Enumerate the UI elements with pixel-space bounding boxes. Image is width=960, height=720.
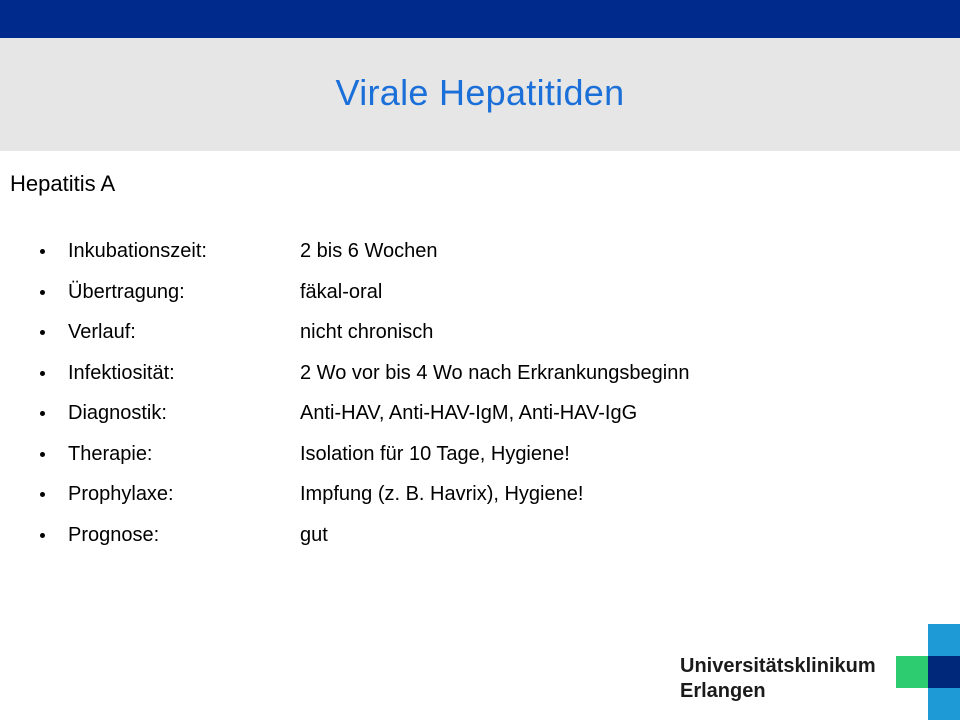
slide-title: Virale Hepatitiden bbox=[335, 72, 625, 113]
item-value: Isolation für 10 Tage, Hygiene! bbox=[300, 442, 570, 465]
item-value: Impfung (z. B. Havrix), Hygiene! bbox=[300, 483, 584, 505]
item-label: Verlauf: bbox=[68, 321, 136, 343]
bullet-icon bbox=[40, 492, 45, 497]
logo-square-light-blue bbox=[928, 624, 960, 656]
bullet-icon bbox=[40, 249, 45, 254]
item-label: Prophylaxe: bbox=[68, 483, 174, 505]
item-value: fäkal-oral bbox=[300, 280, 383, 303]
item-label: Therapie: bbox=[68, 442, 153, 465]
logo-squares-icon bbox=[896, 624, 960, 720]
logo-square-green bbox=[896, 656, 928, 688]
bullet-icon bbox=[40, 411, 45, 416]
logo-square-light-blue-bottom bbox=[928, 688, 960, 720]
logo-line-2: Erlangen bbox=[680, 680, 766, 702]
logo-square-navy bbox=[928, 656, 960, 688]
item-value: Anti-HAV, Anti-HAV-IgM, Anti-HAV-IgG bbox=[300, 402, 638, 424]
bullet-icon bbox=[40, 371, 45, 376]
bullet-icon bbox=[40, 533, 45, 538]
item-value: 2 bis 6 Wochen bbox=[300, 240, 438, 262]
item-label: Prognose: bbox=[68, 523, 160, 546]
logo-line-1: Universitätsklinikum bbox=[680, 655, 876, 677]
institution-logo-text bbox=[680, 654, 876, 704]
item-label: Inkubationszeit: bbox=[68, 240, 207, 262]
item-label: Diagnostik: bbox=[68, 402, 167, 424]
bullet-icon bbox=[40, 290, 45, 295]
item-value: gut bbox=[300, 523, 328, 546]
top-bar bbox=[0, 0, 960, 38]
item-value: nicht chronisch bbox=[300, 321, 434, 343]
item-label: Übertragung: bbox=[68, 280, 185, 303]
item-value: 2 Wo vor bis 4 Wo nach Erkrankungsbeginn bbox=[300, 361, 690, 384]
slide-subtitle: Hepatitis A bbox=[10, 171, 116, 196]
bullet-icon bbox=[40, 330, 45, 335]
item-label: Infektiosität: bbox=[68, 361, 175, 384]
bullet-icon bbox=[40, 452, 45, 457]
